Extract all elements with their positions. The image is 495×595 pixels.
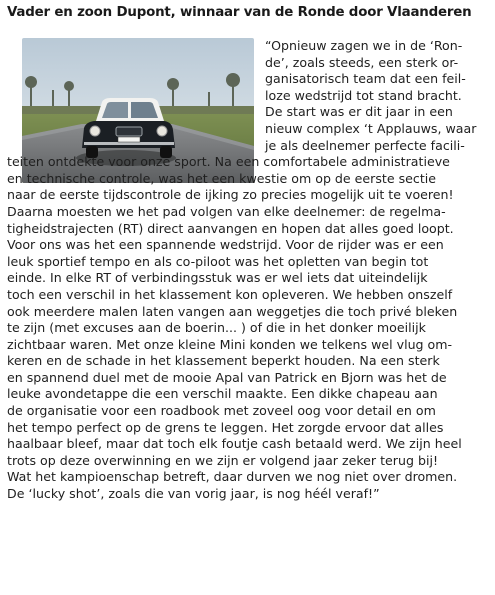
text-line: Wat het kampioenschap betreft, daar durven we nog niet over dromen. — [7, 469, 458, 485]
text-line: De start was er dit jaar in een — [265, 104, 453, 120]
text-line: teiten ontdekte voor onze sport. Na een comfortabele administratieve — [7, 154, 450, 170]
text-line: trots op deze overwinning en we zijn er volgend jaar zeker terug bij! — [7, 452, 438, 468]
text-line: zichtbaar waren. Met onze kleine Mini konden we telkens wel vlug om- — [7, 336, 453, 352]
text-line: haalbaar bleef, maar dat toch elk foutje cash betaald werd. We zijn heel — [7, 436, 462, 452]
text-line: loze wedstrijd tot stand bracht. — [265, 87, 462, 103]
text-line: leuke avondetappe die een verschil maakte. Een dikke chapeau aan — [7, 386, 438, 402]
article-title: Vader en zoon Dupont, winnaar van de Ronde door Vlaanderen — [7, 5, 472, 20]
text-line: en technische controle, was het een kwestie om op de eerste sectie — [7, 170, 437, 186]
text-line: Daarna moesten we het pad volgen van elke deelnemer: de regelma- — [7, 203, 446, 219]
text-line: naar de eerste tijdscontrole de ijking zo precies mogelijk uit te voeren! — [7, 187, 454, 203]
text-line: Voor ons was het een spannende wedstrijd. Voor de rijder was er een — [7, 237, 444, 253]
text-line: te zijn (met excuses aan de boerin... ) of die in het donker moeilijk — [7, 320, 426, 336]
text-line: nieuw complex ‘t Applauws, waar — [265, 120, 477, 136]
text-line: tigheidstrajecten (RT) direct aanvangen en hopen dat alles goed loopt. — [7, 220, 454, 236]
text-line: het tempo perfect op de grens te leggen. Het zorgde ervoor dat alles — [7, 419, 444, 435]
text-line: toch een verschil in het klassement kon opleveren. We hebben onszelf — [7, 286, 453, 302]
article-body — [7, 38, 491, 503]
text-line: je als deelnemer perfecte facili- — [265, 137, 465, 153]
text-line: ook meerdere malen laten vangen aan weggetjes die toch privé bleken — [7, 303, 458, 319]
text-line: ganisatorisch team dat een feil- — [265, 71, 466, 87]
text-line: keren en de schade in het klassement beperkt houden. Na een sterk — [7, 353, 440, 369]
text-line: “Opnieuw zagen we in de ‘Ron- — [265, 38, 463, 53]
text-line: de organisatie voor een roadbook met zoveel oog voor detail en om — [7, 403, 436, 419]
text-line: de’, zoals steeds, een sterk or- — [265, 54, 459, 70]
text-line: De ‘lucky shot’, zoals die van vorig jaar, is nog héél veraf!” — [7, 486, 380, 502]
text-line: einde. In elke RT of verbindingsstuk was er wel iets dat uiteindelijk — [7, 270, 428, 286]
text-line: en spannend duel met de mooie Apal van Patrick en Bjorn was het de — [7, 369, 447, 385]
text-line: leuk sportief tempo en als co-piloot was het opletten van begin tot — [7, 253, 429, 269]
